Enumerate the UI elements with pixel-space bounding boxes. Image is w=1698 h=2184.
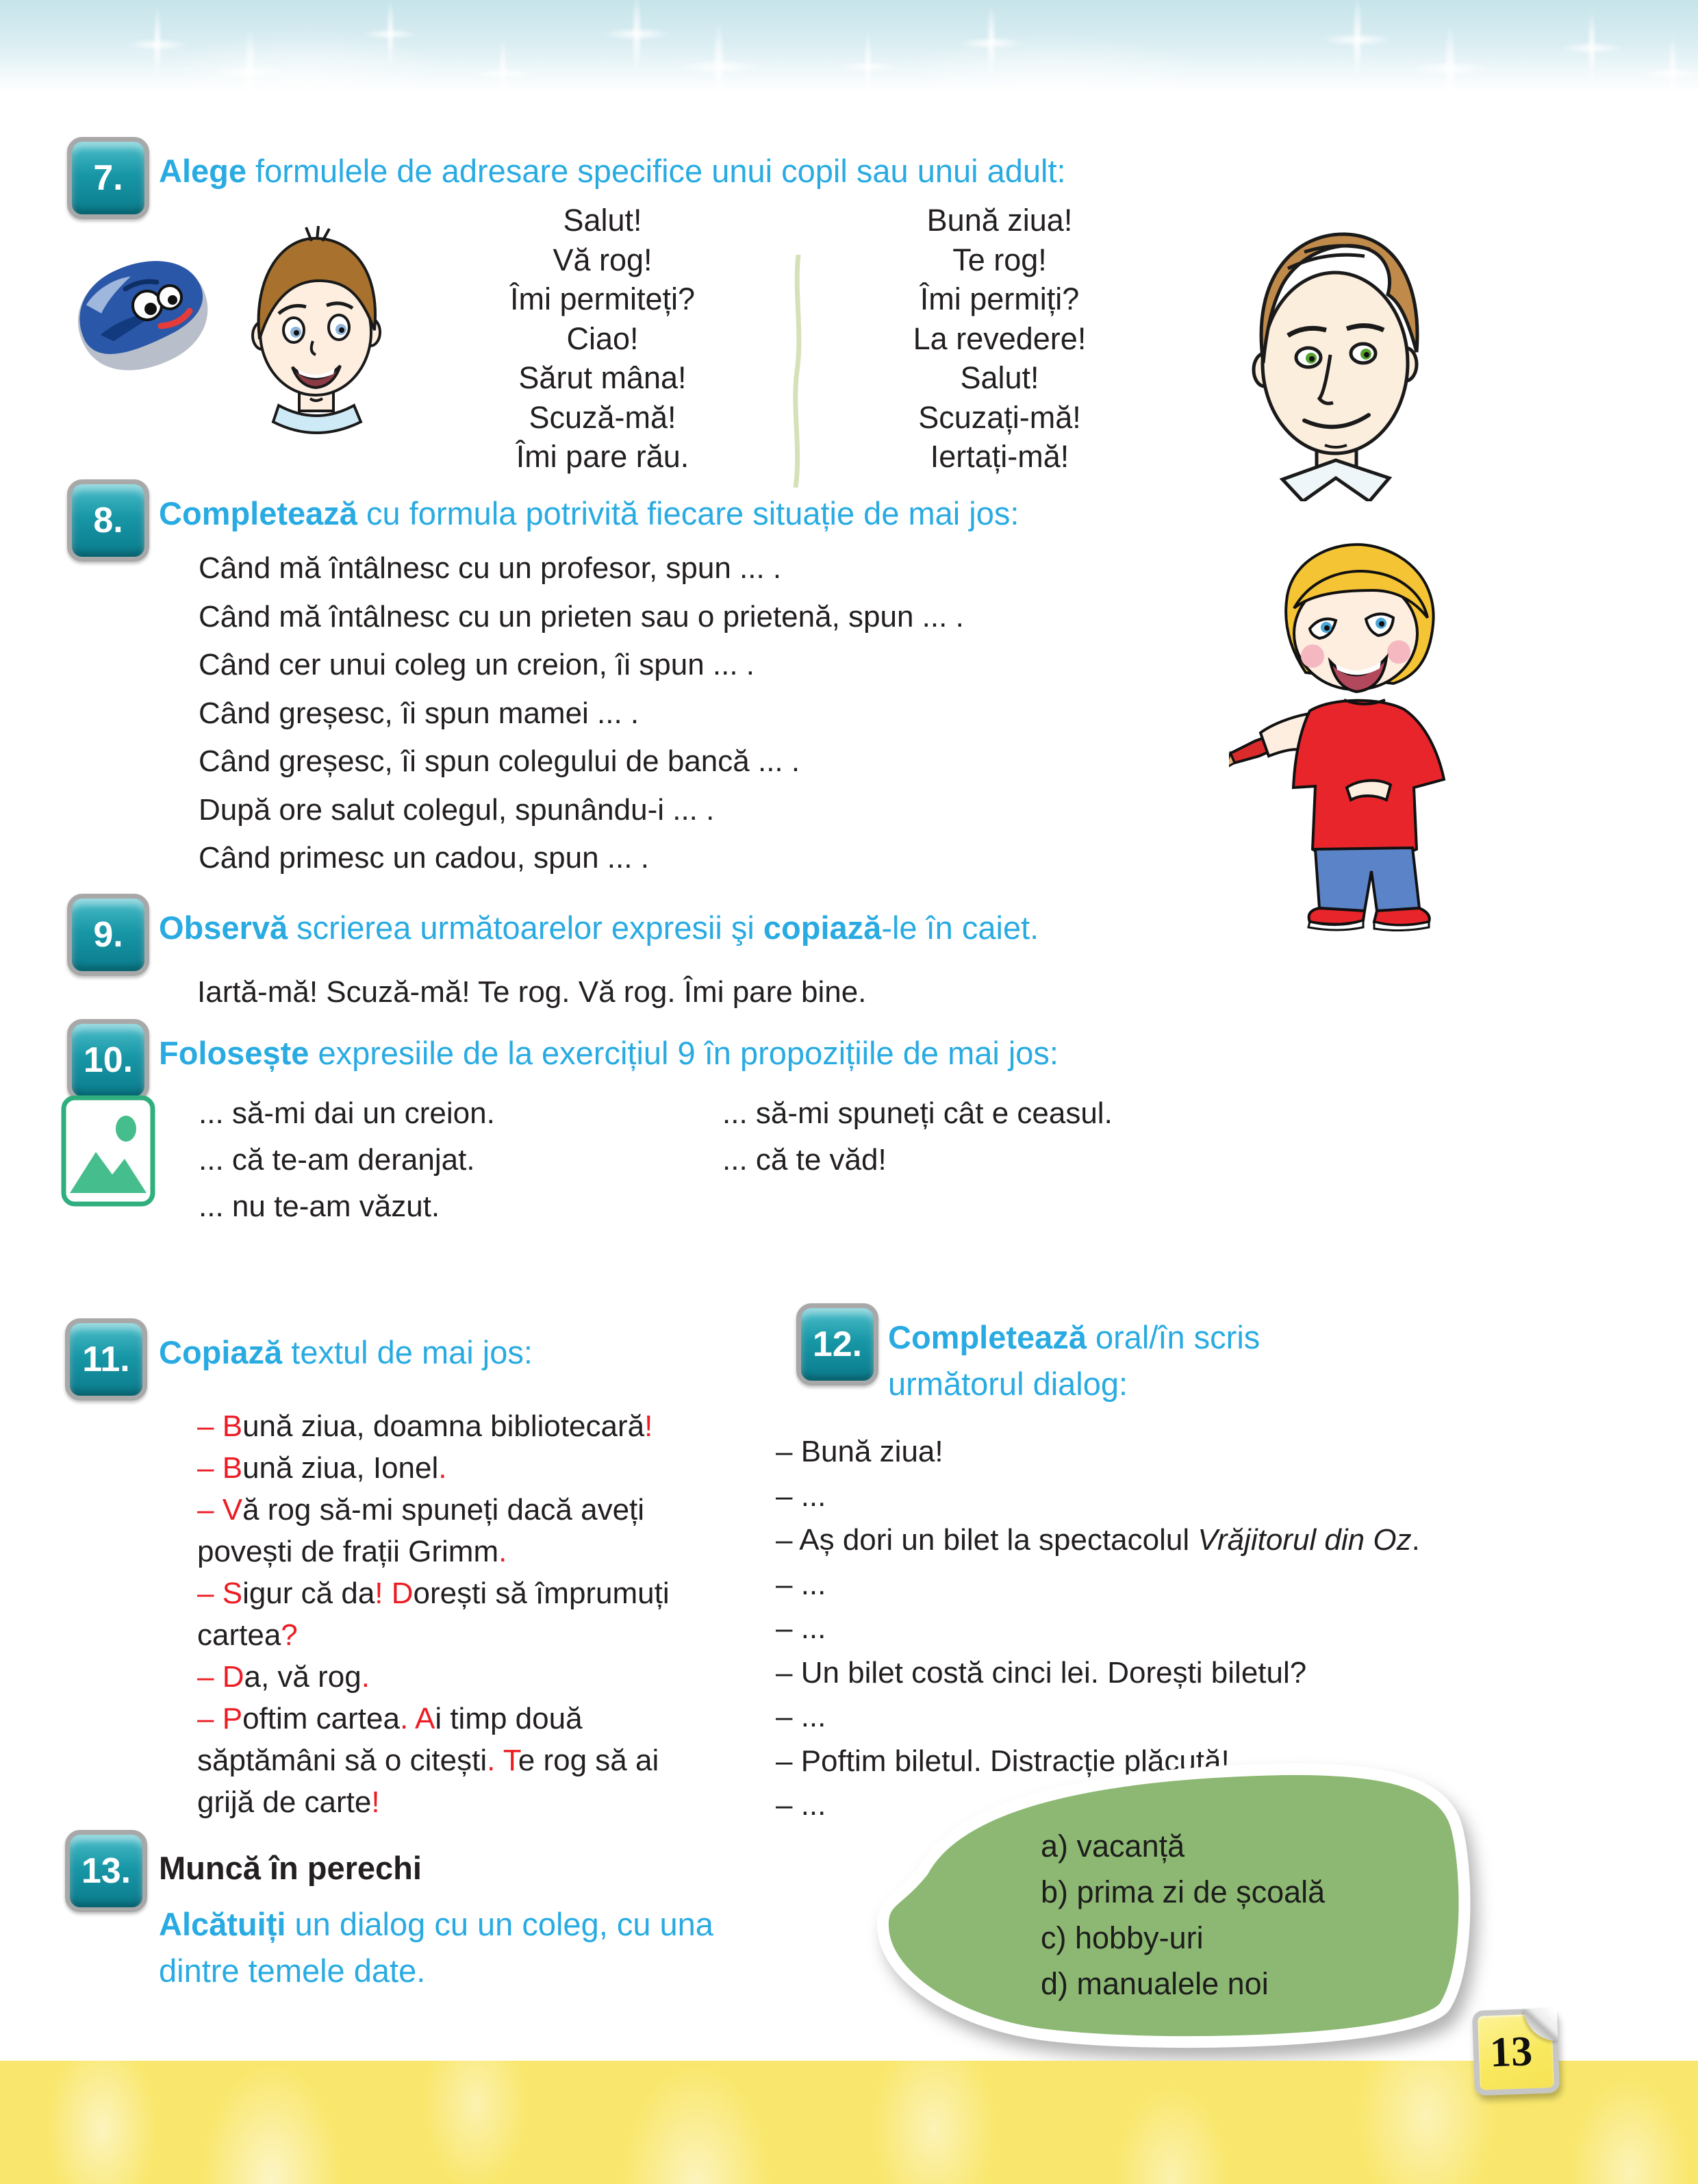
mascot-icon [58, 241, 223, 392]
text-segment: – Poftim biletul. Distracție plăcută! [776, 1744, 1230, 1778]
sparkle-icon [678, 21, 760, 113]
sentences-left-list [199, 1090, 705, 1230]
exercise-12-badge: 12. [796, 1303, 878, 1385]
dialog-line [197, 1489, 772, 1531]
dialog-line [776, 1651, 1584, 1696]
exercise-7-title [159, 152, 1066, 190]
text-segment: ? [281, 1618, 298, 1652]
library-dialog [197, 1405, 772, 1823]
topics-list [1041, 1823, 1325, 2007]
text-segment: A [414, 1702, 435, 1735]
man-face-illustration [1222, 193, 1458, 505]
greeting-line: Îmi pare rău. [516, 439, 689, 474]
exercise-11-badge: 11. [65, 1318, 147, 1401]
text-segment: i timp două [435, 1702, 583, 1735]
text-segment: – [197, 1577, 223, 1610]
text-segment: a, vă rog [244, 1660, 362, 1694]
sparkle-icon [127, 7, 188, 82]
text-segment: . [399, 1702, 409, 1735]
greeting-line: La revedere! [913, 321, 1087, 356]
page-number: 13 [1488, 2027, 1534, 2076]
text-segment: oftim cartea [242, 1702, 400, 1735]
exercise-7-badge: 7. [67, 137, 149, 219]
child-greetings-list [411, 201, 794, 477]
greeting-line: Îmi permiteți? [509, 281, 696, 316]
text-segment: săptămâni să o citești [197, 1744, 487, 1777]
sparkle-icon [839, 31, 897, 103]
dialog-line [776, 1607, 1584, 1651]
dialog-line [197, 1781, 772, 1823]
text-segment: . [487, 1744, 496, 1777]
dialog-line [197, 1614, 772, 1656]
text-segment: S [222, 1577, 243, 1610]
boy-face-illustration [243, 226, 390, 445]
boy-with-pencil-illustration [1229, 527, 1472, 935]
greeting-line: Bună ziua! [926, 203, 1073, 238]
text-segment: Completează [888, 1319, 1087, 1355]
sparkle-icon [959, 3, 1024, 82]
situation-line: Când mă întâlnesc cu un profesor, spun ... . [199, 551, 782, 585]
text-segment: – [197, 1451, 223, 1485]
text-segment: – Aș dori un bilet la spectacolul [776, 1523, 1198, 1557]
greeting-line: Vă rog! [553, 242, 652, 277]
text-segment: e rog să ai [518, 1744, 659, 1777]
text-segment: scrierea următoarelor expresii şi [288, 909, 763, 946]
dialog-line [197, 1698, 772, 1740]
sentence-line: ... că te-am deranjat. [199, 1143, 475, 1177]
exercise-10-badge: 10. [67, 1019, 149, 1101]
text-segment: D [222, 1660, 244, 1694]
sparkle-icon [1561, 10, 1623, 86]
text-segment: P [222, 1702, 243, 1735]
text-segment: povești de frații Grimm [197, 1535, 499, 1568]
text-segment: – ... [776, 1788, 826, 1822]
text-segment: expresiile de la exercițiul 9 în propozițiile de mai jos: [309, 1035, 1059, 1071]
situation-line: Când greșesc, îi spun mamei ... . [199, 696, 639, 730]
text-segment: – [197, 1493, 223, 1527]
sentence-line: ... nu te-am văzut. [199, 1190, 440, 1223]
exercise-12-title-line2 [888, 1365, 1128, 1403]
footer-band [0, 2061, 1698, 2184]
dialog-line [197, 1405, 772, 1447]
exercise-13-body-line2 [159, 1952, 425, 1990]
exercise-9-badge: 9. [67, 894, 149, 976]
text-segment: – Bună ziua! [776, 1435, 943, 1468]
exercise-8-title [159, 494, 1019, 532]
exercise-9-title [159, 909, 1039, 946]
sentence-line: ... să-mi dai un creion. [199, 1096, 495, 1130]
text-segment: – ... [776, 1611, 826, 1645]
text-segment: – [197, 1660, 223, 1694]
text-segment: cartea [197, 1618, 281, 1652]
text-segment: Completează [159, 495, 357, 531]
sentence-line: ... că te văd! [722, 1143, 887, 1177]
topic-item: c) hobby-uri [1041, 1920, 1204, 1955]
text-segment: Copiază [159, 1334, 283, 1370]
situation-line: Când cer unui coleg un creion, îi spun ... . [199, 648, 755, 681]
text-segment: Alege [159, 153, 246, 189]
dialog-line [197, 1447, 772, 1489]
exercise-11-title [159, 1333, 533, 1371]
dialog-line [776, 1563, 1584, 1607]
text-segment [383, 1577, 392, 1610]
greeting-line: Salut! [563, 203, 642, 238]
text-segment: următorul dialog: [888, 1366, 1128, 1402]
text-segment: ă rog să-mi spuneți dacă aveți [242, 1493, 645, 1527]
expressions-line: Iartă-mă! Scuză-mă! Te rog. Vă rog. Îmi pare bine. [197, 975, 867, 1009]
text-segment: – ... [776, 1567, 826, 1601]
dialog-line [776, 1695, 1584, 1740]
sentences-right-list [722, 1090, 1284, 1183]
text-segment: B [222, 1451, 243, 1485]
text-segment: Observă [159, 909, 288, 946]
text-segment: copiază [763, 909, 882, 946]
sentence-line: ... să-mi spuneți cât e ceasul. [722, 1096, 1113, 1130]
text-segment: ună ziua, doamna bibliotecară [242, 1409, 645, 1443]
text-segment: un dialog cu un coleg, cu una [286, 1906, 713, 1942]
dialog-line [776, 1474, 1584, 1519]
dialog-line [197, 1531, 772, 1572]
exercise-12-title-line1 [888, 1318, 1260, 1356]
text-segment: V [222, 1493, 243, 1527]
text-segment: B [222, 1409, 243, 1443]
text-segment: igur că da [242, 1577, 375, 1610]
text-segment [408, 1702, 415, 1735]
sparkle-icon [212, 27, 288, 116]
situation-line: Când greșesc, îi spun colegului de bancă ... . [199, 744, 800, 778]
text-segment: – [197, 1409, 223, 1443]
text-segment: formulele de adresare specifice unui copil sau unui adult: [246, 153, 1066, 189]
sparkle-icon [1640, 34, 1698, 113]
text-segment: oral/în scris [1086, 1319, 1260, 1355]
situation-line: Când primesc un cadou, spun ... . [199, 841, 649, 875]
sparkle-icon [1410, 24, 1489, 113]
greeting-line: Te rog! [952, 242, 1047, 277]
text-segment: – [197, 1702, 223, 1735]
greeting-line: Îmi permiți? [920, 281, 1080, 316]
situations-list [199, 544, 1239, 883]
topic-item: b) prima zi de școală [1041, 1874, 1326, 1909]
text-segment: -le în caiet. [881, 909, 1039, 946]
text-segment: cu formula potrivită fiecare situație de mai jos: [357, 495, 1019, 531]
text-segment: textul de mai jos: [282, 1334, 533, 1370]
topic-item: a) vacanță [1041, 1829, 1185, 1863]
text-segment [495, 1744, 503, 1777]
greeting-line: Iertați-mă! [930, 439, 1069, 474]
exercise-8-badge: 8. [67, 479, 149, 562]
adult-greetings-list [808, 201, 1191, 477]
dialog-line [197, 1572, 772, 1614]
sparkle-icon [472, 38, 534, 110]
text-segment: – Un bilet costă cinci lei. Dorești biletul? [776, 1655, 1307, 1690]
sparkle-icon [363, 0, 418, 68]
dialog-line [776, 1518, 1584, 1563]
text-segment: . [498, 1535, 507, 1568]
greeting-line: Sărut mâna! [518, 360, 687, 395]
text-segment: Alcătuiți [159, 1906, 286, 1942]
header-decoration [0, 0, 1698, 92]
exercise-13-badge: 13. [65, 1830, 147, 1912]
greeting-line: Scuză-mă! [529, 399, 676, 435]
column-divider [786, 255, 809, 491]
text-segment: dintre temele date. [159, 1953, 426, 1989]
text-segment: . [361, 1660, 370, 1694]
exercise-13-heading: Muncă în perechi [159, 1850, 422, 1886]
topic-item: d) manualele noi [1041, 1966, 1269, 2001]
sparkle-icon [603, 0, 671, 75]
text-segment: Vrăjitorul din Oz [1198, 1523, 1412, 1557]
text-segment: ! [644, 1409, 653, 1443]
text-segment: . [1411, 1523, 1420, 1557]
text-segment: T [503, 1744, 518, 1777]
situation-line: După ore salut colegul, spunându-i ... . [199, 792, 715, 827]
text-segment: – ... [776, 1479, 826, 1513]
text-segment: orești să împrumuți [413, 1577, 670, 1610]
text-segment: grijă de carte [197, 1785, 372, 1819]
text-segment: – ... [776, 1700, 826, 1733]
dialog-line [197, 1740, 772, 1781]
dialog-line [197, 1656, 772, 1698]
dialog-line [776, 1430, 1584, 1474]
text-segment: . [438, 1451, 447, 1485]
sparkle-icon [1321, 0, 1393, 82]
exercise-13-body-line1 [159, 1905, 713, 1943]
situation-line: Când mă întâlnesc cu un prieten sau o prietenă, spun ... . [199, 599, 964, 633]
text-segment: ună ziua, Ionel [242, 1451, 439, 1485]
picture-icon [60, 1094, 156, 1211]
text-segment: ! [375, 1577, 383, 1610]
text-segment: ! [371, 1785, 380, 1819]
text-segment: Folosește [159, 1035, 309, 1071]
greeting-line: Salut! [960, 360, 1039, 395]
text-segment: D [391, 1577, 414, 1610]
greeting-line: Ciao! [566, 321, 639, 356]
exercise-10-title [159, 1034, 1059, 1072]
page-number-badge [1472, 2008, 1560, 2096]
greeting-line: Scuzați-mă! [918, 399, 1081, 435]
